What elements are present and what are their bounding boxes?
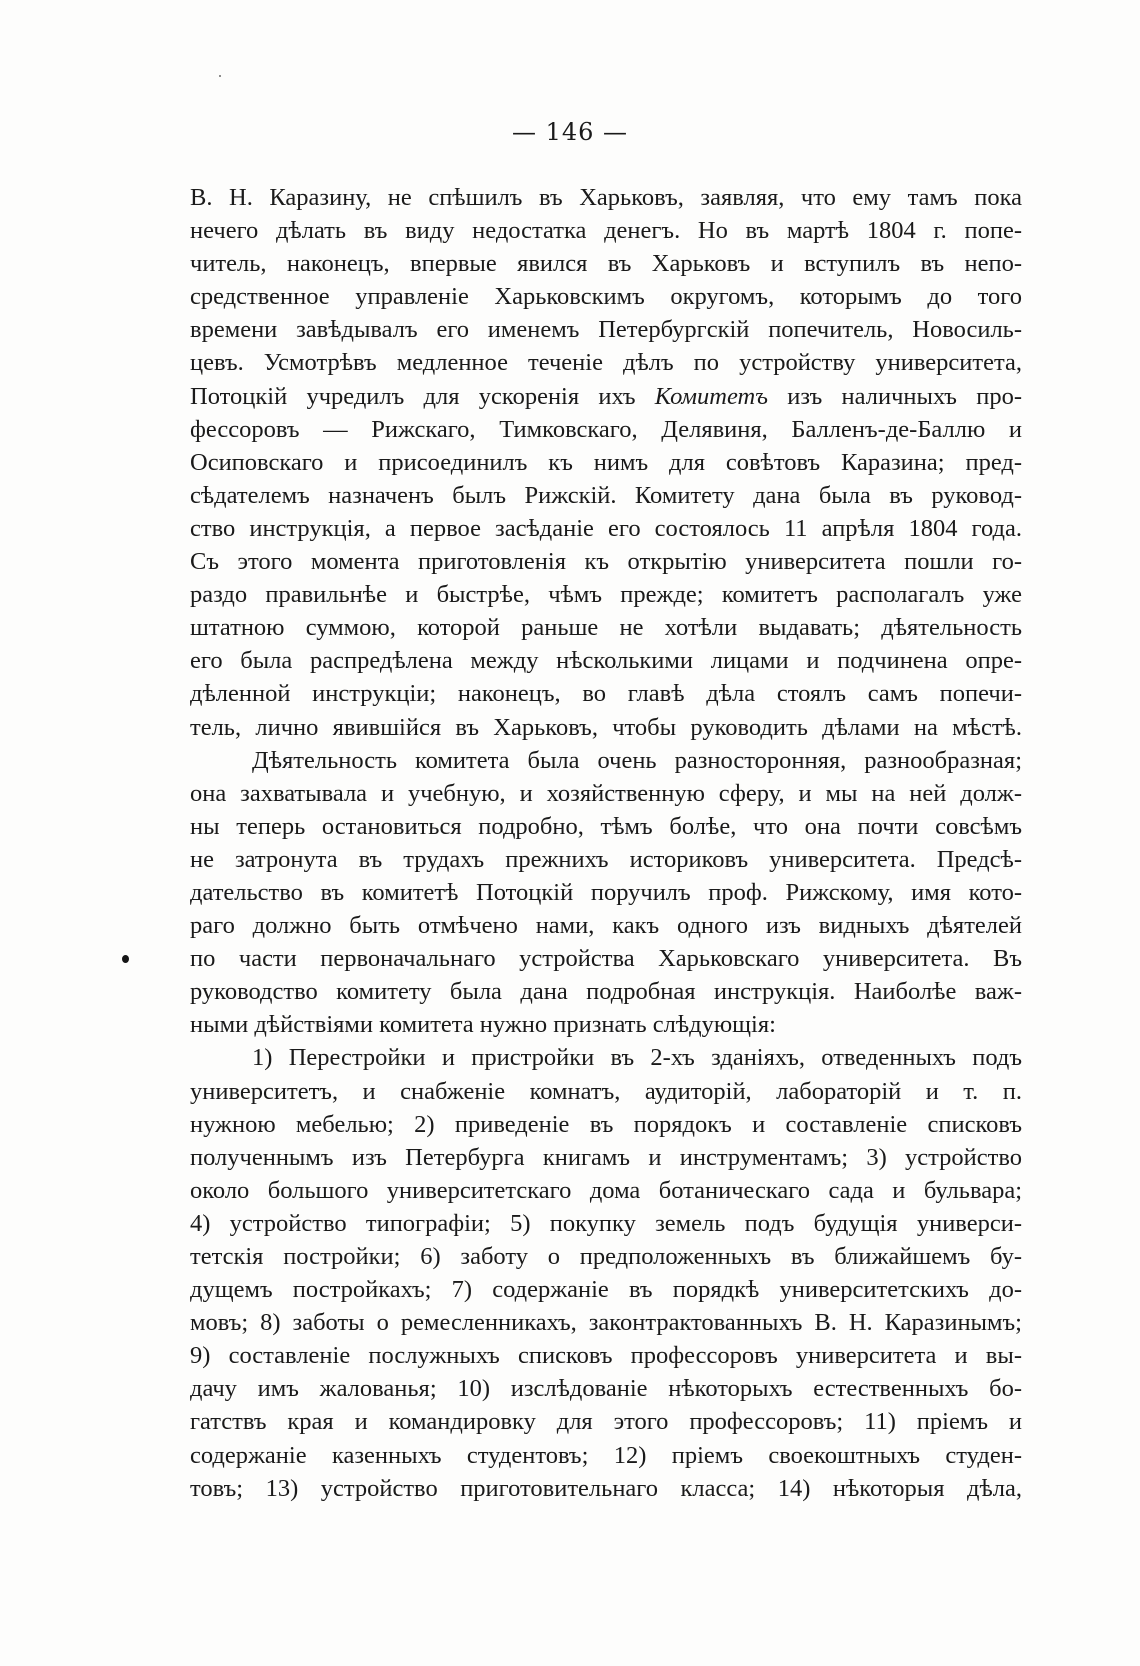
text-line: времени завѣдывалъ его именемъ Петербургскій попечитель, Новосиль- bbox=[190, 316, 1022, 344]
paragraph-first-line: Дѣятельность комитета была очень разносторонняя, разнообразная; bbox=[252, 746, 1022, 774]
text-line: полученнымъ изъ Петербурга книгамъ и инструментамъ; 3) устройство bbox=[190, 1143, 1022, 1171]
italic-term: Комитетъ bbox=[654, 382, 768, 410]
text-line: около большого университетскаго дома ботаническаго сада и бульвара; bbox=[190, 1176, 1022, 1204]
text-line: ны теперь остановиться подробно, тѣмъ болѣе, что она почти совсѣмъ bbox=[190, 812, 1022, 840]
text-line: сѣдателемъ назначенъ былъ Рижскій. Комитету дана была въ руковод- bbox=[190, 481, 1022, 509]
text-line: средственное управленіе Харьковскимъ округомъ, которымъ до того bbox=[190, 283, 1022, 311]
text-line: дачу имъ жалованья; 10) изслѣдованіе нѣкоторыхъ естественныхъ бо- bbox=[190, 1375, 1022, 1403]
text-line: раго должно быть отмѣчено нами, какъ одного изъ видныхъ дѣятелей bbox=[190, 912, 1022, 940]
text-line: она захватывала и учебную, и хозяйственную сферу, и мы на ней долж- bbox=[190, 779, 1022, 807]
text-line: ство инструкція, а первое засѣданіе его состоялось 11 апрѣля 1804 года. bbox=[190, 514, 1022, 542]
text-line: руководство комитету была дана подробная инструкція. Наиболѣе важ- bbox=[190, 978, 1022, 1006]
text-line: цевъ. Усмотрѣвъ медленное теченіе дѣлъ по устройству университета, bbox=[190, 349, 1022, 377]
text-line: содержаніе казенныхъ студентовъ; 12) пріемъ своекоштныхъ студен- bbox=[190, 1441, 1022, 1469]
text-line: гатствъ края и командировку для этого профессоровъ; 11) пріемъ и bbox=[190, 1408, 1022, 1436]
text-line-segment: изъ наличныхъ про- bbox=[767, 382, 1022, 410]
page-number: — 146 — bbox=[511, 118, 629, 146]
paragraph-last-line: ными дѣйствіями комитета нужно признать слѣдующія: bbox=[190, 1011, 776, 1039]
margin-bullet-mark bbox=[122, 955, 129, 963]
text-line: мовъ; 8) заботы о ремесленникахъ, законтрактованныхъ В. Н. Каразинымъ; bbox=[190, 1309, 1022, 1337]
text-line: дательство въ комитетѣ Потоцкій поручилъ проф. Рижскому, имя кото- bbox=[190, 878, 1022, 906]
text-line: В. Н. Каразину, не спѣшилъ въ Харьковъ, заявляя, что ему тамъ пока bbox=[190, 184, 1022, 211]
text-line: дѣленной инструкціи; наконецъ, во главѣ дѣла стоялъ самъ попечи- bbox=[190, 680, 1022, 708]
text-line: тетскія постройки; 6) заботу о предположенныхъ въ ближайшемъ бу- bbox=[190, 1243, 1022, 1270]
text-line: читель, наконецъ, впервые явился въ Харьковъ и вступилъ въ непо- bbox=[190, 250, 1022, 278]
paragraph-first-line: 1) Перестройки и пристройки въ 2-хъ зданіяхъ, отведенныхъ подъ bbox=[252, 1044, 1022, 1072]
body-text bbox=[190, 181, 1022, 1505]
text-line: его была распредѣлена между нѣсколькими лицами и подчинена опре- bbox=[190, 647, 1022, 675]
text-line: товъ; 13) устройство приготовительнаго класса; 14) нѣкоторыя дѣла, bbox=[190, 1474, 1022, 1502]
text-line: тель, лично явившійся въ Харьковъ, чтобы руководить дѣлами на мѣстѣ. bbox=[190, 713, 1022, 741]
text-line-segment: Потоцкій учредилъ для ускоренія ихъ bbox=[190, 382, 655, 410]
text-line: по части первоначальнаго устройства Харьковскаго университета. Въ bbox=[190, 945, 1022, 973]
text-line: нечего дѣлать въ виду недостатка денегъ. Но въ мартѣ 1804 г. попе- bbox=[190, 217, 1022, 245]
text-line: раздо правильнѣе и быстрѣе, чѣмъ прежде; комитетъ располагалъ уже bbox=[190, 581, 1022, 609]
text-line: фессоровъ — Рижскаго, Тимковскаго, Делявиня, Балленъ-де-Баллю и bbox=[190, 415, 1022, 443]
text-line: университетъ, и снабженіе комнатъ, аудиторій, лабораторій и т. п. bbox=[190, 1077, 1022, 1105]
text-line: дущемъ постройкахъ; 7) содержаніе въ порядкѣ университетскихъ до- bbox=[190, 1276, 1022, 1304]
text-line bbox=[190, 380, 1022, 413]
text-line: штатною суммою, которой раньше не хотѣли выдавать; дѣятельность bbox=[190, 614, 1022, 642]
text-line: 4) устройство типографіи; 5) покупку земель подъ будущія универси- bbox=[190, 1209, 1022, 1237]
text-line: не затронута въ трудахъ прежнихъ историковъ университета. Предсѣ- bbox=[190, 845, 1022, 873]
text-line: нужною мебелью; 2) приведеніе въ порядокъ и составленіе списковъ bbox=[190, 1110, 1022, 1138]
print-speck bbox=[219, 75, 221, 77]
text-line: Осиповскаго и присоединилъ къ нимъ для совѣтовъ Каразина; пред- bbox=[190, 448, 1022, 476]
text-line: Съ этого момента приготовленія къ открытію университета пошли го- bbox=[190, 548, 1022, 576]
text-line: 9) составленіе послужныхъ списковъ профессоровъ университета и вы- bbox=[190, 1342, 1022, 1370]
